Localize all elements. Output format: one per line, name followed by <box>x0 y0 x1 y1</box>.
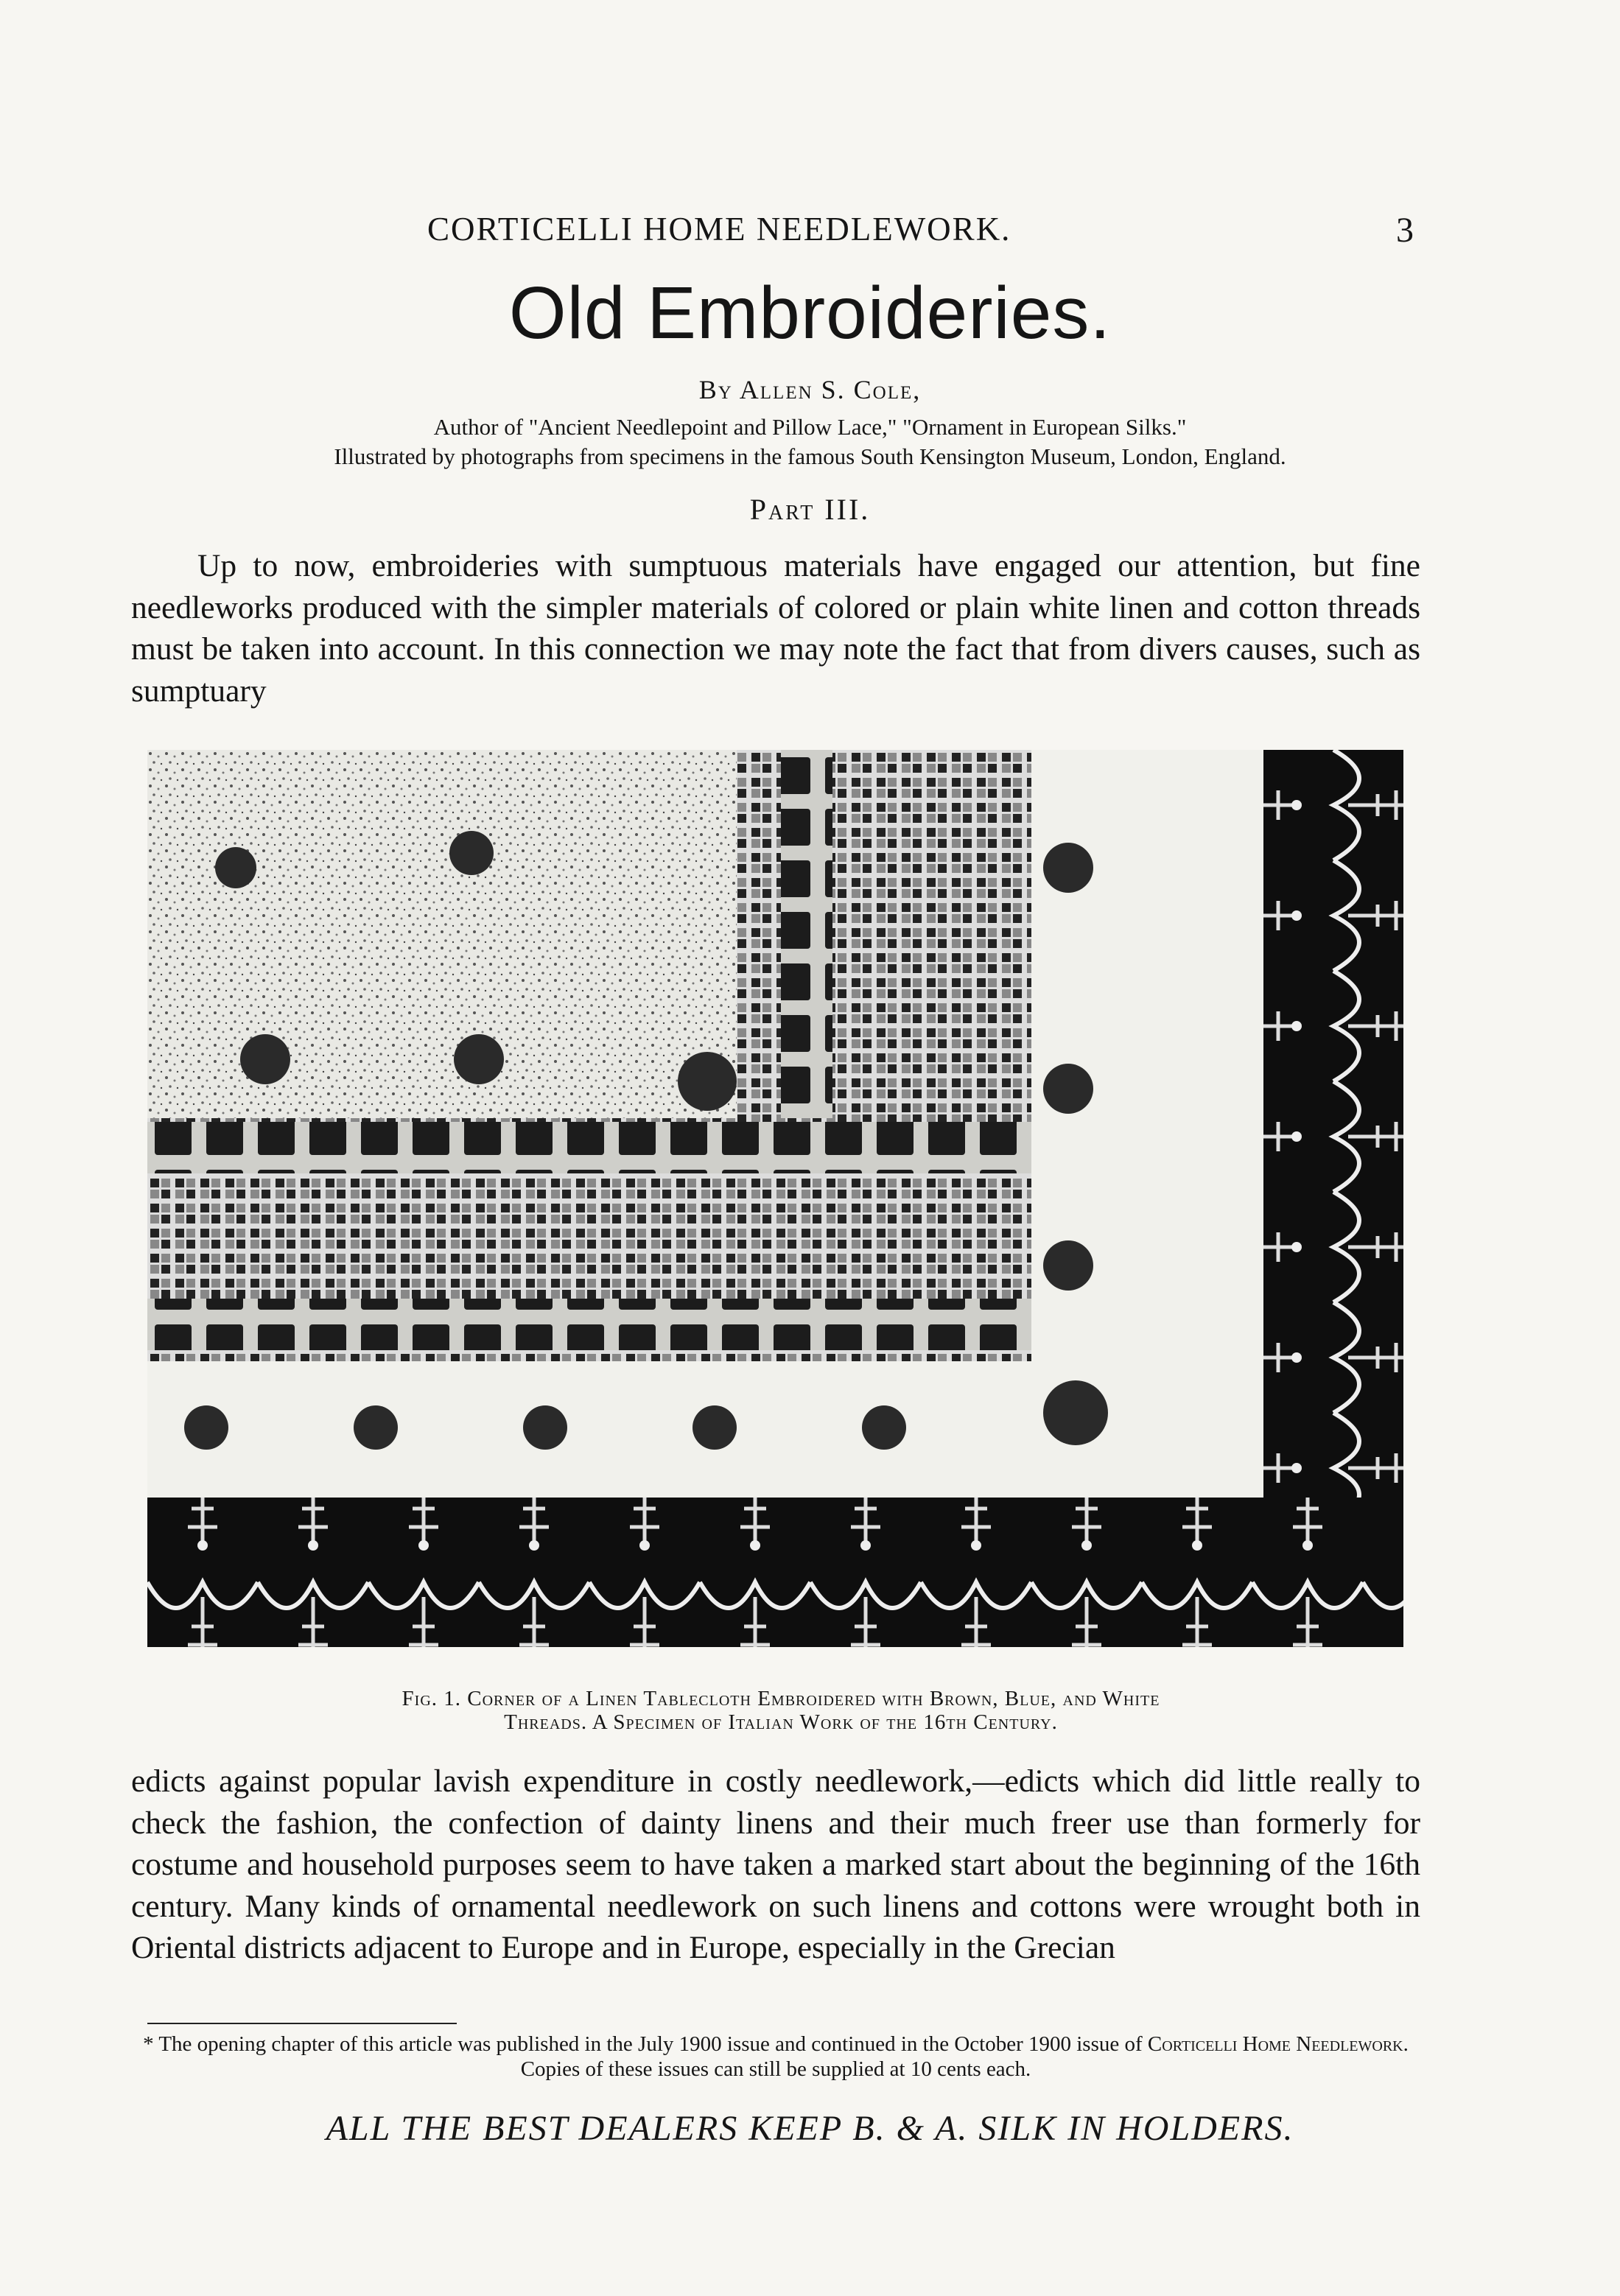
footnote-rule <box>147 2023 457 2024</box>
part-heading: Part III. <box>749 493 871 526</box>
footnote-text-b: Copies of these issues can still be supplied at 10 cents each. <box>520 2057 1031 2081</box>
body-paragraph-2: edicts against popular lavish expenditure in costly needlework,—edicts which did little really to check the fashion, the confection of dainty linens and their much freer use than formerly for costume and household purposes seem to have taken a marked start about the beginning of the 16th century. Many kinds of ornamental needlework on such linens and cottons were wrought both in Oriental districts adjacent to Europe and in Europe, especially in the Grecian <box>131 1763 1420 1965</box>
credits-line-1: Author of "Ancient Needlepoint and Pillow Lace," "Ornament in European Silks." <box>433 414 1187 440</box>
author-credits <box>0 412 1620 471</box>
footnote-publication: Corticelli Home Needlework. <box>1147 2032 1409 2056</box>
caption-line-1: Fig. 1. Corner of a Linen Tablecloth Embroidered with Brown, Blue, and White <box>402 1687 1160 1710</box>
figure-caption <box>169 1687 1392 1734</box>
tablecloth-corner-image <box>147 750 1403 1647</box>
article-byline: By Allen S. Cole, <box>698 375 922 404</box>
credits-line-2: Illustrated by photographs from specimens in the famous South Kensington Museum, London, England. <box>334 443 1286 469</box>
page-number: 3 <box>1396 211 1414 250</box>
footnote-text-a: The opening chapter of this article was published in the July 1900 issue and continued in the October 1900 issue of <box>158 2032 1143 2056</box>
running-head: CORTICELLI HOME NEEDLEWORK. <box>427 211 1011 247</box>
embroidery-photograph <box>147 750 1403 1647</box>
body-paragraph-1: Up to now, embroideries with sumptuous materials have engaged our attention, but fine needleworks produced with the simpler materials of colored or plain white linen and cotton threads must be taken into account. In this connection we may note the fact that from divers causes, such as sumptuary <box>131 548 1420 709</box>
footnote-marker: * <box>143 2032 154 2056</box>
article-title: Old Embroideries. <box>508 272 1112 354</box>
caption-line-2: Threads. A Specimen of Italian Work of the 16th Century. <box>504 1710 1058 1734</box>
advert-line: ALL THE BEST DEALERS KEEP B. & A. SILK IN HOLDERS. <box>326 2109 1294 2148</box>
footnote <box>131 2032 1420 2082</box>
